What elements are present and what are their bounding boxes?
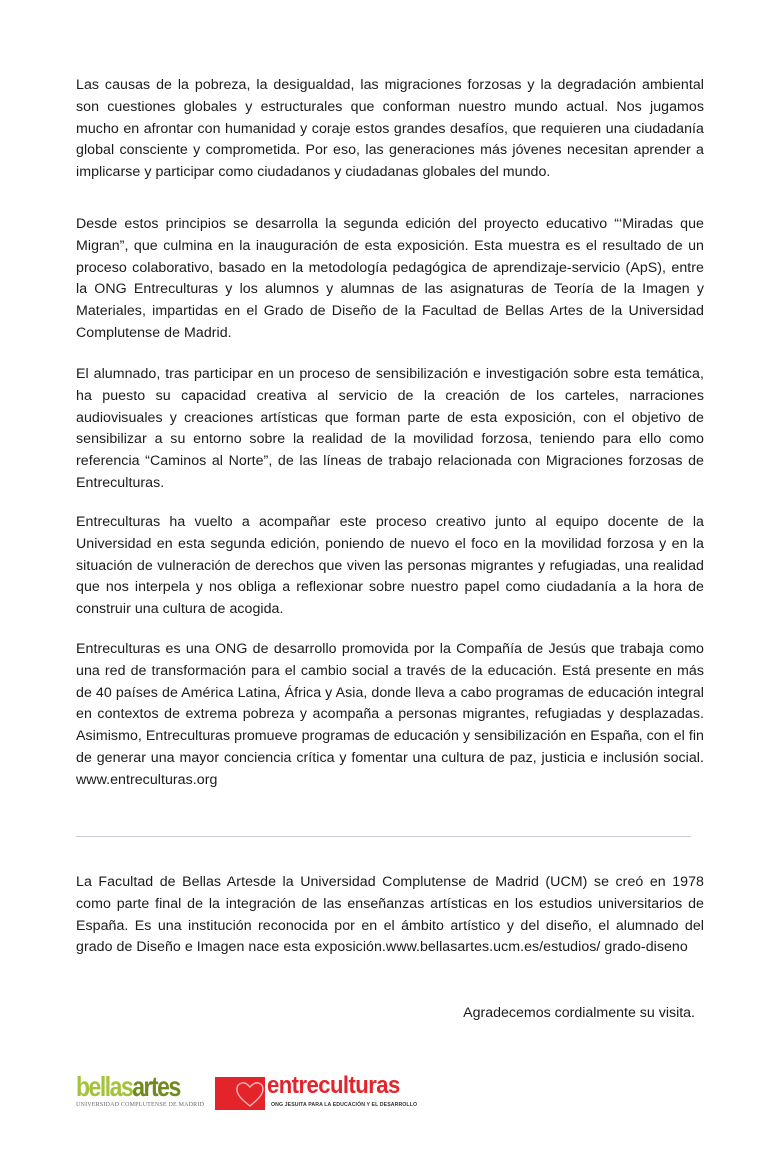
paragraph-text: El alumnado, tras participar en un proceso de sensibilización e investigación sobre esta temática, ha puesto su capacidad creativa al servicio de la creación de los carteles, narraciones audiovisuales y creaciones artísticas que forman parte de esta exposición, con el objetivo de sensibilizar a su entorno sobre la realidad de la movilidad forzosa, teniendo para ello como referencia “Caminos al Norte”, de las líneas de trabajo relacionada con Migraciones forzosas de Entreculturas. (76, 366, 704, 491)
section-divider (76, 836, 691, 837)
paragraph-text: Entreculturas es una ONG de desarrollo promovida por la Compañía de Jesús que trabaja como una red de transformación para el cambio social a través de la educación. Está presente en más de 40 países de América Latina, África y Asia, donde lleva a cabo programas de educación integral en contextos de extrema pobreza y acompaña a personas migrantes, refugiadas y desplazadas. Asimismo, Entreculturas promueve programas de educación y sensibilización en España, con el fin de generar una mayor conciencia crítica y fomentar una cultura de paz, justicia e inclusión social. www.entreculturas.org (76, 641, 704, 788)
paragraph-global-causes (76, 75, 704, 184)
entreculturas-wordmark: entreculturas (267, 1072, 400, 1099)
entreculturas-tagline: ONG JESUITA PARA LA EDUCACIÓN Y EL DESARROLLO (271, 1102, 418, 1108)
paragraph-text: La Facultad de Bellas Artesde la Universidad Complutense de Madrid (UCM) se creó en 1978 como parte final de la integración de las enseñanzas artísticas en los estudios universitarios de España. Es una institución reconocida por en el ámbito artístico y del diseño, el alumnado del grado de Diseño e Imagen nace esta exposición.www.bellasartes.ucm.es/estudios/ grado-diseno (76, 874, 704, 956)
paragraph-text: Desde estos principios se desarrolla la segunda edición del proyecto educativo “‘Miradas que Migran”, que culmina en la inauguración de esta exposición. Esta muestra es el resultado de un proceso colaborativo, basado en la metodología pedagógica de aprendizaje-servicio (ApS), entre la ONG Entreculturas y los alumnos y alumnas de las asignaturas de Teoría de la Imagen y Materiales, impartidas en el Grado de Diseño de la Facultad de Bellas Artes de la Universidad Complutense de Madrid. (76, 216, 704, 341)
bellasartes-wordmark-part2: artes (132, 1071, 180, 1102)
paragraph-text: Entreculturas ha vuelto a acompañar este proceso creativo junto al equipo docente de la Universidad en esta segunda edición, poniendo de nuevo el foco en la movilidad forzosa y en la situación de vulneración de derechos que viven las personas migrantes y refugiadas, una realidad que nos interpela y nos obliga a reflexionar sobre nuestro papel como ciudadanía a la hora de construir una cultura de acogida. (76, 514, 704, 618)
bellasartes-logo (76, 1071, 205, 1114)
paragraph-text: Las causas de la pobreza, la desigualdad, las migraciones forzosas y la degradación ambiental son cuestiones globales y estructurales que conforman nuestro mundo actual. Nos jugamos mucho en afrontar con humanidad y coraje estos grandes desafíos, que requieren una ciudadanía global consciente y comprometida. Por eso, las generaciones más jóvenes necesitan aprender a implicarse y participar como ciudadanos y ciudadanas globales del mundo. (76, 77, 704, 181)
bellasartes-subtitle: UNIVERSIDAD COMPLUTENSE DE MADRID (76, 1102, 205, 1108)
closing-thanks: Agradecemos cordialmente su visita. (463, 1005, 695, 1021)
paragraph-entreculturas-accompaniment (76, 512, 704, 621)
paragraph-about-entreculturas (76, 639, 704, 792)
entreculturas-logo (215, 1072, 418, 1112)
paragraph-students (76, 364, 704, 495)
entreculturas-red-box (215, 1077, 265, 1110)
paragraph-project-description (76, 214, 704, 345)
bellasartes-wordmark-part1: bellas (76, 1071, 133, 1102)
heart-icon (235, 1079, 265, 1109)
bellasartes-wordmark (76, 1071, 180, 1102)
paragraph-about-bellas-artes (76, 872, 704, 959)
